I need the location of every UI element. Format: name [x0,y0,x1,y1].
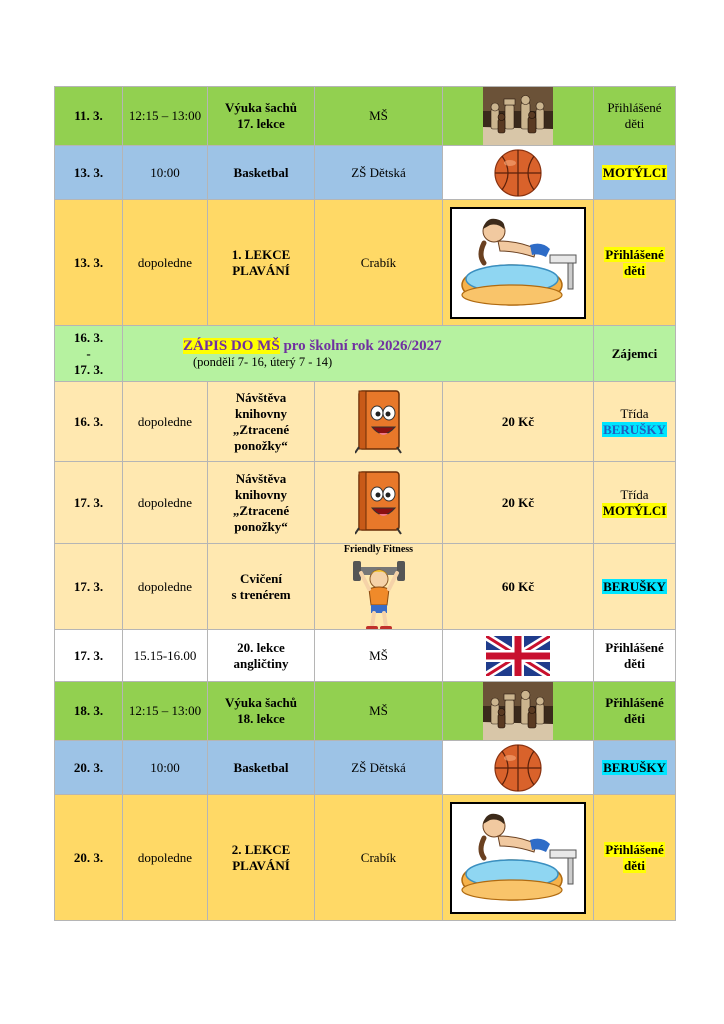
class-badge: BERUŠKY [603,759,666,775]
class-badge: MOTÝLCI [602,164,667,180]
table-row [55,326,676,382]
image-cell [315,382,443,462]
image-cell [443,741,594,795]
activity-cell [208,87,315,146]
table-row [55,682,676,741]
activity-cell [208,630,315,682]
activity-line: s trenérem [231,586,291,602]
class-badge: BERUŠKY [603,578,666,594]
fitness-kid-icon [353,555,405,629]
activity-line: Návštěva [235,470,287,486]
zapis-title-highlight: ZÁPIS DO MŠ [183,337,280,354]
activity-cell: Basketbal [208,741,315,795]
table-row [55,87,676,146]
who-line: Přihlášené [607,100,662,115]
class-badge: BERUŠKY [603,421,666,437]
swimming-pool-icon [450,207,586,319]
table-row [55,795,676,921]
book-character-icon [355,470,403,536]
who-line: Přihlášené [605,841,664,857]
activity-line: angličtiny [233,655,289,671]
date-cell: 20. 3. [55,741,123,795]
time-cell: dopoledne [123,795,208,921]
time-cell: dopoledne [123,544,208,630]
time-cell: 10:00 [123,741,208,795]
table-row [55,741,676,795]
date-cell: 13. 3. [55,200,123,326]
activity-cell [208,682,315,741]
date-cell: 17. 3. [55,630,123,682]
image-cell [443,87,594,146]
image-cell [315,544,443,630]
price-cell: 60 Kč [443,544,594,630]
who-line: děti [624,116,645,131]
date-cell: 17. 3. [55,544,123,630]
who-cell [594,462,676,544]
activity-line: Cvičení [240,570,282,586]
who-line: Třída [620,486,649,502]
date-line: - [86,345,91,361]
table-row [55,146,676,200]
uk-flag-icon [486,636,550,676]
image-cell [443,795,594,921]
image-cell [443,682,594,741]
schedule-table [54,86,676,921]
book-character-icon [355,389,403,455]
activity-line: PLAVÁNÍ [232,857,290,873]
date-cell: 18. 3. [55,682,123,741]
time-cell: dopoledne [123,382,208,462]
date-cell [55,326,123,382]
swimming-pool-icon [450,802,586,914]
who-line: děti [624,262,645,278]
activity-cell [208,795,315,921]
date-cell: 20. 3. [55,795,123,921]
activity-line: ponožky“ [234,518,288,534]
class-badge: MOTÝLCI [602,502,667,518]
activity-line: ponožky“ [234,437,288,453]
who-cell: Zájemci [594,326,676,382]
image-cell [443,630,594,682]
image-cell [443,200,594,326]
activity-cell [208,462,315,544]
who-cell [594,682,676,741]
who-cell [594,630,676,682]
activity-line: PLAVÁNÍ [232,262,290,278]
zapis-hours: (pondělí 7- 16, úterý 7 - 14) [193,354,333,369]
who-cell [594,741,676,795]
activity-line: knihovny [234,405,288,421]
place-cell: ZŠ Dětská [315,741,443,795]
table-row [55,544,676,630]
time-cell: 15.15-16.00 [123,630,208,682]
table-row [55,200,676,326]
activity-line: knihovny [234,486,288,502]
activity-line: 17. lekce [237,116,285,131]
place-cell: MŠ [315,630,443,682]
image-cell [443,146,594,200]
date-cell: 17. 3. [55,462,123,544]
zapis-title [183,338,593,354]
who-line: děti [624,655,645,671]
activity-line: Návštěva [235,389,287,405]
basketball-icon [494,744,542,792]
time-cell: dopoledne [123,200,208,326]
who-cell [594,544,676,630]
activity-cell: Basketbal [208,146,315,200]
date-line: 16. 3. [73,329,104,345]
date-line: 17. 3. [73,361,104,377]
who-line: Přihlášené [605,639,664,655]
table-row [55,630,676,682]
who-cell [594,146,676,200]
basketball-icon [494,149,542,197]
place-cell: MŠ [315,682,443,741]
activity-line: 18. lekce [237,711,285,726]
activity-cell [208,544,315,630]
price-cell: 20 Kč [443,382,594,462]
chess-icon [483,87,553,145]
activity-line: Výuka šachů [225,695,297,710]
zapis-cell [123,326,594,382]
place-cell: Crabík [315,200,443,326]
who-line: děti [624,711,645,726]
who-cell [594,200,676,326]
who-line: Přihlášené [605,246,664,262]
who-cell [594,795,676,921]
activity-line: 1. LEKCE [231,246,291,262]
activity-line: „Ztracené [232,502,290,518]
place-cell: ZŠ Dětská [315,146,443,200]
date-cell: 16. 3. [55,382,123,462]
time-cell: 12:15 – 13:00 [123,87,208,146]
place-cell: Crabík [315,795,443,921]
who-line: děti [624,857,645,873]
activity-line: „Ztracené [232,421,290,437]
time-cell: 12:15 – 13:00 [123,682,208,741]
activity-line: Výuka šachů [225,100,297,115]
friendly-fitness-label: Friendly Fitness [343,544,414,555]
chess-icon [483,682,553,740]
price-cell: 20 Kč [443,462,594,544]
date-cell: 13. 3. [55,146,123,200]
who-line: Přihlášené [605,695,664,710]
activity-line: 2. LEKCE [231,841,291,857]
time-cell: dopoledne [123,462,208,544]
table-row [55,462,676,544]
activity-cell [208,382,315,462]
time-cell: 10:00 [123,146,208,200]
who-cell [594,87,676,146]
who-line: Třída [620,405,649,421]
who-cell [594,382,676,462]
date-cell: 11. 3. [55,87,123,146]
activity-cell [208,200,315,326]
zapis-title-rest: pro školní rok 2026/2027 [279,337,442,354]
table-row [55,382,676,462]
image-cell [315,462,443,544]
activity-line: 20. lekce [237,639,285,655]
place-cell: MŠ [315,87,443,146]
